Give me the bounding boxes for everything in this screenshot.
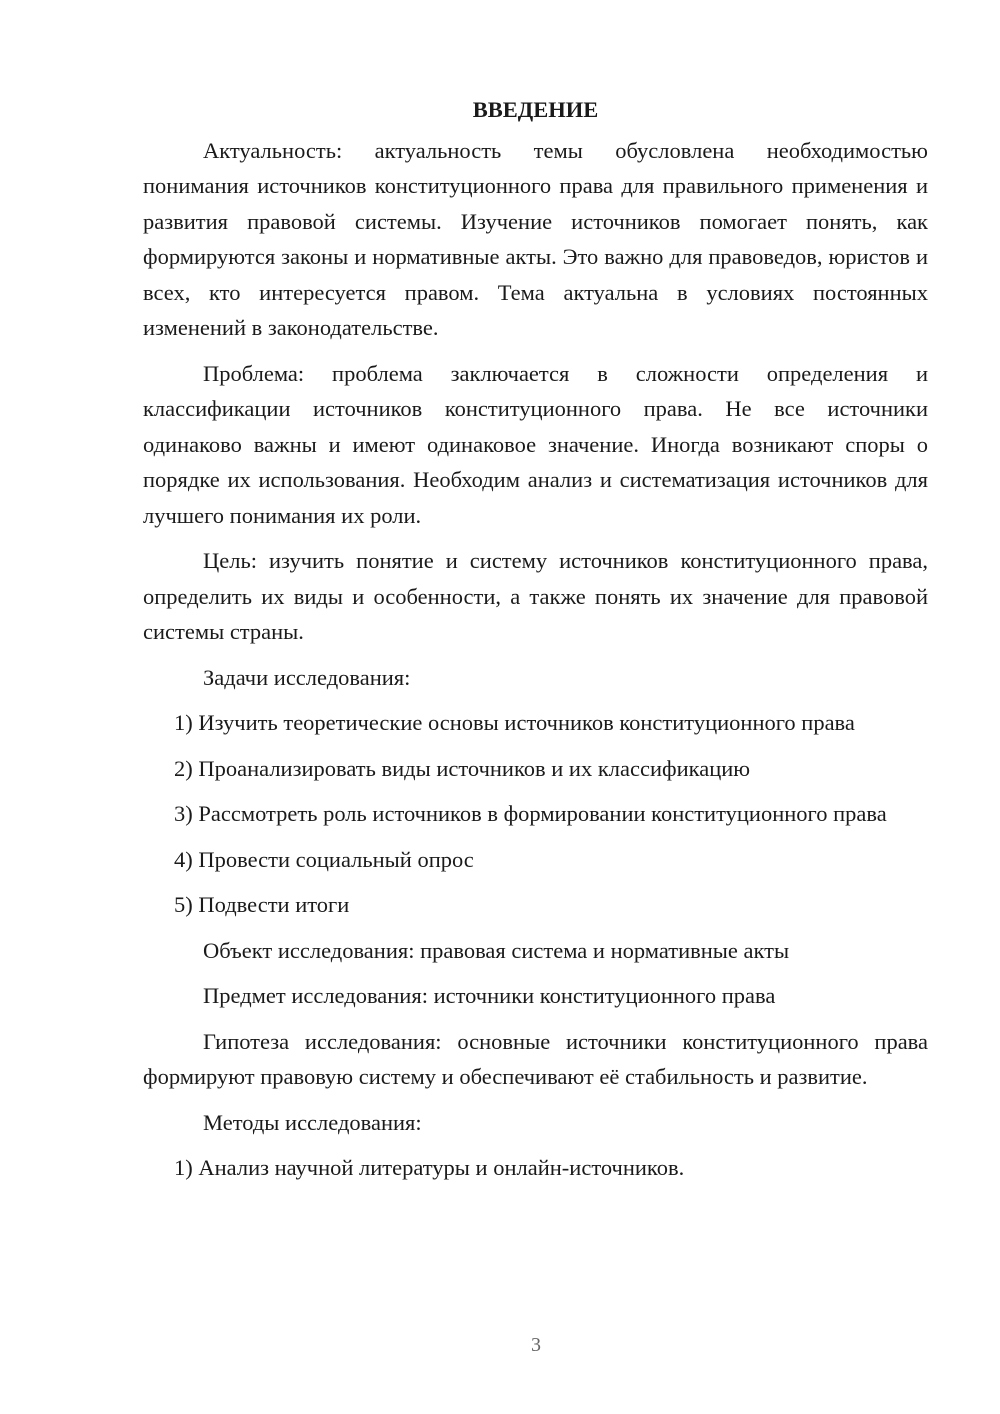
methods-heading: Методы исследования: bbox=[203, 1109, 422, 1135]
tasks-heading: Задачи исследования: bbox=[203, 664, 411, 690]
section-title: ВВЕДЕНИЕ bbox=[472, 97, 599, 122]
task-item-5: 5) Подвести итоги bbox=[174, 892, 350, 917]
goal-paragraph: Цель: изучить понятие и систему источников конституционного права, определить их виды и особенности, а также понять их значение для правовой системы страны. bbox=[143, 548, 928, 644]
object-paragraph: Объект исследования: правовая система и нормативные акты bbox=[203, 937, 790, 963]
task-item-2: 2) Проанализировать виды источников и их классификацию bbox=[174, 755, 751, 781]
task-item-4: 4) Провести социальный опрос bbox=[174, 846, 474, 872]
page-number: 3 bbox=[531, 1334, 541, 1356]
page-content bbox=[143, 92, 928, 1196]
method-item-1: 1) Анализ научной литературы и онлайн-источников. bbox=[174, 1155, 685, 1180]
task-item-1: 1) Изучить теоретические основы источников конституционного права bbox=[174, 710, 855, 735]
subject-paragraph: Предмет исследования: источники конституционного права bbox=[203, 983, 776, 1008]
problem-paragraph: Проблема: проблема заключается в сложности определения и классификации источников конституционного права. Не все источники одинаково важны и имеют одинаковое значение. Иногда возникают споры о порядке их использования. Необходим анализ и систематизация источников для лучшего понимания их роли. bbox=[143, 360, 928, 528]
task-item-3: 3) Рассмотреть роль источников в формировании конституционного права bbox=[174, 801, 887, 826]
relevance-paragraph: Актуальность: актуальность темы обусловлена необходимостью понимания источников конституционного права для правильного применения и развития правовой системы. Изучение источников помогает понять, как формируются законы и нормативные акты. Это важно для правоведов, юристов и всех, кто интересуется правом. Тема актуальна в условиях постоянных изменений в законодательстве. bbox=[143, 137, 928, 340]
hypothesis-paragraph: Гипотеза исследования: основные источники конституционного права формируют правовую систему и обеспечивают её стабильность и развитие. bbox=[143, 1028, 928, 1089]
